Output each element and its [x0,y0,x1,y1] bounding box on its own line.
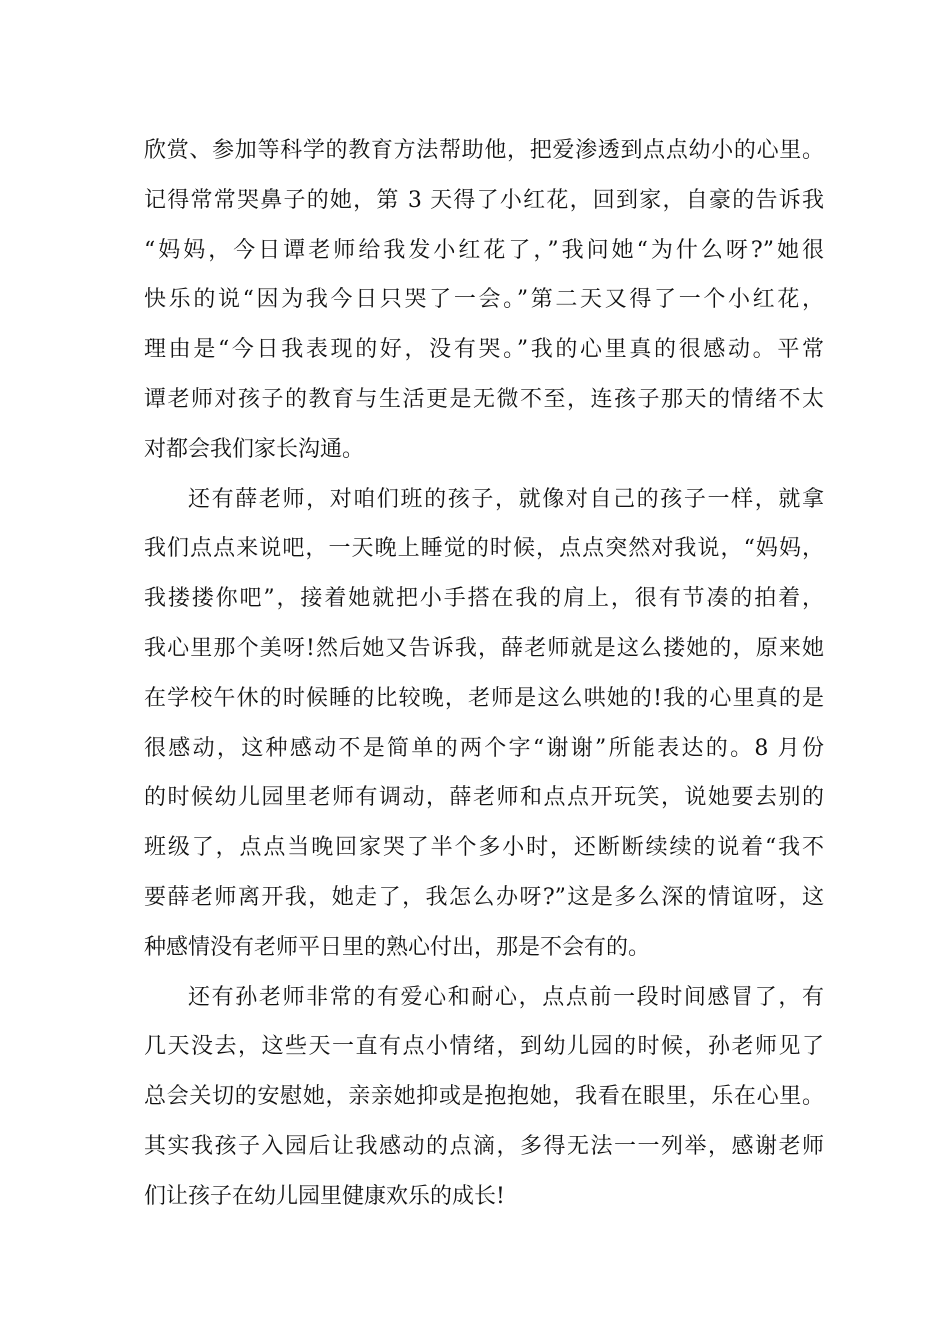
text-line: 们让孩子在幼儿园里健康欢乐的成长! [144,1183,505,1209]
paragraph-3 [144,973,824,1222]
text-line: 理由是“今日我表现的好，没有哭。”我的心里真的很感动。平常 [144,337,824,363]
text-line: 总会关切的安慰她，亲亲她抑或是抱抱她，我看在眼里，乐在心里。 [144,1084,824,1110]
text-line: “妈妈，今日谭老师给我发小红花了，”我问她“为什么呀?”她很 [144,237,824,263]
text-line: 要薛老师离开我，她走了，我怎么办呀?”这是多么深的情谊呀，这 [144,884,824,910]
text-line: 其实我孩子入园后让我感动的点滴，多得无法一一列举，感谢老师 [144,1133,824,1159]
text-line: 记得常常哭鼻子的她，第 3 天得了小红花，回到家，自豪的告诉我 [144,187,824,213]
text-line: 很感动，这种感动不是简单的两个字“谢谢”所能表达的。8 月份 [144,735,824,761]
text-line: 对都会我们家长沟通。 [144,436,365,462]
text-line: 快乐的说“因为我今日只哭了一会。”第二天又得了一个小红花， [144,287,824,313]
text-line: 谭老师对孩子的教育与生活更是无微不至，连孩子那天的情绪不太 [144,386,824,412]
text-line: 欣赏、参加等科学的教育方法帮助他，把爱渗透到点点幼小的心里。 [144,138,824,163]
text-line: 还有薛老师，对咱们班的孩子，就像对自己的孩子一样，就拿 [188,486,824,512]
text-line: 在学校午休的时候睡的比较晚，老师是这么哄她的!我的心里真的是 [144,685,824,711]
body-text [144,126,824,1222]
text-line: 班级了，点点当晚回家哭了半个多小时，还断断续续的说着“我不 [144,835,824,861]
text-line: 我们点点来说吧，一天晚上睡觉的时候，点点突然对我说，“妈妈， [144,536,824,562]
text-line: 我搂搂你吧”，接着她就把小手搭在我的肩上，很有节凑的拍着， [144,586,824,612]
paragraph-2 [144,475,824,973]
text-line: 我心里那个美呀!然后她又告诉我，薛老师就是这么搂她的，原来她 [144,635,824,661]
paragraph-1 [144,126,824,475]
text-line: 还有孙老师非常的有爱心和耐心，点点前一段时间感冒了，有 [188,984,824,1010]
text-line: 种感情没有老师平日里的熟心付出，那是不会有的。 [144,934,651,960]
text-line: 的时候幼儿园里老师有调动，薛老师和点点开玩笑，说她要去别的 [144,785,824,811]
text-line: 几天没去，这些天一直有点小情绪，到幼儿园的时候，孙老师见了 [144,1034,824,1060]
